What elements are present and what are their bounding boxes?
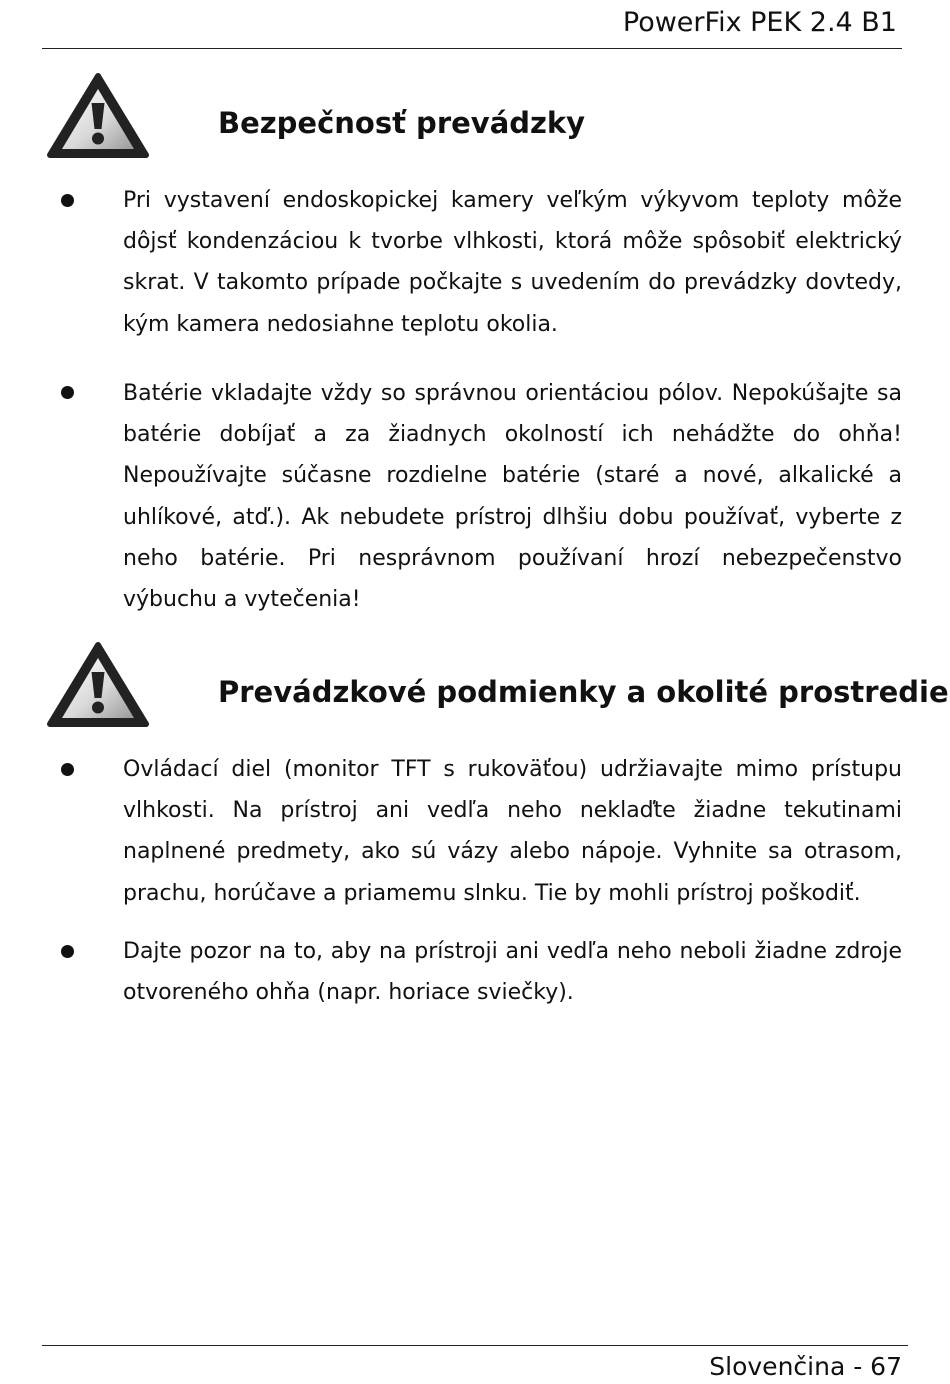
bullet-paragraph: Batérie vkladajte vždy so správnou orientáciou pólov. Nepokúšajte sa batérie dobíjať a za žiadnych okolností ich nehádžte do ohňa! Nepoužívajte súčasne rozdielne batérie (staré a nové, alkalické a uhlíkové, atď.). Ak nebudete prístroj dlhšiu dobu používať, vyberte z neho batérie. Pri nesprávnom používaní hrozí nebezpečenstvo výbuchu a vytečenia! [123, 381, 902, 613]
running-header: PowerFix PEK 2.4 B1 [622, 7, 897, 38]
bullet-paragraph: Pri vystavení endoskopickej kamery veľkým výkyvom teploty môže dôjsť kondenzáciou k tvorbe vlhkosti, ktorá môže spôsobiť elektrický skrat. V takomto prípade počkajte s uvedením do prevádzky dovtedy, kým kamera nedosiahne teplotu okolia. [123, 188, 902, 337]
footer-rule [42, 1345, 908, 1346]
section-heading: Bezpečnosť prevádzky [218, 106, 586, 140]
bullet-icon [61, 386, 74, 399]
bullet-icon [61, 194, 74, 207]
page-footer: Slovenčina - 67 [709, 1352, 902, 1381]
section-heading: Prevádzkové podmienky a okolité prostredie [218, 675, 949, 709]
bullet-icon [61, 945, 74, 958]
warning-triangle-icon [46, 641, 150, 729]
bullet-icon [61, 763, 74, 776]
bullet-paragraph: Ovládací diel (monitor TFT s rukoväťou) udržiavajte mimo prístupu vlhkosti. Na prístroj ani vedľa neho neklaďte žiadne tekutinami naplnené predmety, ako sú vázy alebo nápoje. Vyhnite sa otrasom, prachu, horúčave a priamemu slnku. Tie by mohli prístroj poškodiť. [123, 757, 902, 906]
warning-triangle-icon [46, 72, 150, 160]
header-rule [42, 48, 902, 49]
bullet-paragraph: Dajte pozor na to, aby na prístroji ani vedľa neho neboli žiadne zdroje otvoreného ohňa (napr. horiace sviečky). [123, 939, 902, 1006]
